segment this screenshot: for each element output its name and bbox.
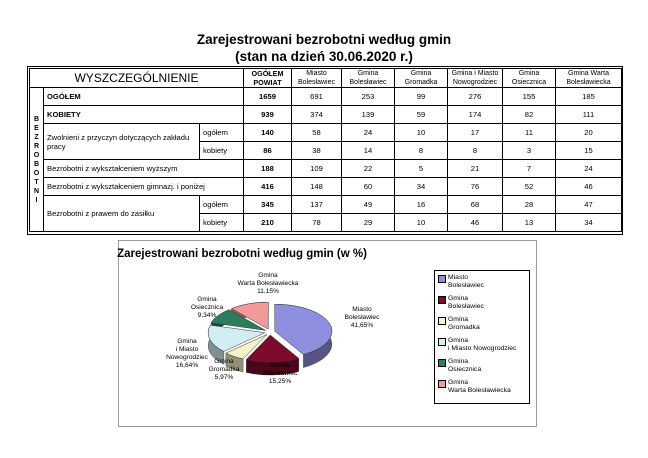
cell-total: 210 (244, 214, 292, 232)
row-label-gimnazjalne: Bezrobotni z wykształceniem gimnazj. i poniżej (44, 178, 244, 196)
cell: 8 (448, 142, 503, 160)
cell: 24 (342, 124, 395, 142)
sub-label: kobiety (200, 214, 244, 232)
table-row (30, 124, 622, 142)
cell: 28 (503, 196, 556, 214)
slice-label: Gmina Osiecznica 9,34% (190, 296, 224, 319)
cell-total: 188 (244, 160, 292, 178)
cell: 34 (556, 214, 622, 232)
chart-legend (434, 270, 530, 404)
cell: 46 (556, 178, 622, 196)
header-column: Gmina Osiecznica (503, 69, 556, 88)
header-column: Gmina Warta Bolesławiecka (556, 69, 622, 88)
cell: 374 (292, 106, 342, 124)
cell: 21 (448, 160, 503, 178)
table-row (30, 196, 622, 214)
header-column: Gmina i Miasto Nowogrodziec (448, 69, 503, 88)
cell: 14 (342, 142, 395, 160)
cell: 59 (395, 106, 448, 124)
unemployment-table (29, 68, 622, 232)
cell: 109 (292, 160, 342, 178)
cell: 7 (503, 160, 556, 178)
legend-item (439, 337, 516, 353)
table-row (30, 178, 622, 196)
cell: 15 (556, 142, 622, 160)
cell: 38 (292, 142, 342, 160)
sub-label: ogółem (200, 124, 244, 142)
cell: 78 (292, 214, 342, 232)
legend-label: Gmina Warta Bolesławiecka (448, 379, 511, 394)
cell: 174 (448, 106, 503, 124)
cell: 47 (556, 196, 622, 214)
cell: 82 (503, 106, 556, 124)
legend-item (439, 274, 484, 290)
cell-total: 416 (244, 178, 292, 196)
cell: 58 (292, 124, 342, 142)
header-wyszczegolnienie: WYSZCZEGÓLNIENIE (30, 69, 244, 88)
header-ogolem-powiat: OGÓŁEM POWIAT (244, 69, 292, 88)
cell: 155 (503, 88, 556, 106)
row-label-wyzsze: Bezrobotni z wykształceniem wyższym (44, 160, 244, 178)
header-column: Gmina Bolesławiec (342, 69, 395, 88)
slice-label: Gmina i Miasto Nowogrodziec 16,64% (166, 338, 208, 369)
cell: 22 (342, 160, 395, 178)
cell: 16 (395, 196, 448, 214)
legend-item (439, 295, 484, 311)
cell-total: 140 (244, 124, 292, 142)
sub-label: ogółem (200, 196, 244, 214)
cell: 46 (448, 214, 503, 232)
slice-label: Gmina Bolesławiec 15,25% (262, 362, 298, 385)
cell-total: 86 (244, 142, 292, 160)
cell: 99 (395, 88, 448, 106)
cell: 3 (503, 142, 556, 160)
legend-item (439, 358, 481, 374)
cell: 52 (503, 178, 556, 196)
row-label-zasilek: Bezrobotni z prawem do zasiłku (44, 196, 200, 232)
cell-total: 1659 (244, 88, 292, 106)
table-header-row (30, 69, 622, 88)
legend-swatch (438, 275, 446, 283)
cell: 10 (395, 214, 448, 232)
header-column: Gmina Gromadka (395, 69, 448, 88)
legend-swatch (438, 380, 446, 388)
cell: 185 (556, 88, 622, 106)
slice-label: Gmina Gromadka 5,97% (208, 358, 240, 381)
row-label-kobiety: KOBIETY (44, 106, 244, 124)
cell: 10 (395, 124, 448, 142)
row-label-zwolnieni: Zwolnieni z przyczyn dotyczących zakładu pracy (44, 124, 200, 160)
cell-total: 345 (244, 196, 292, 214)
cell: 8 (395, 142, 448, 160)
header-column: Miasto Bolesławiec (292, 69, 342, 88)
cell-total: 939 (244, 106, 292, 124)
cell: 276 (448, 88, 503, 106)
legend-label: Gmina Osiecznica (448, 358, 482, 373)
side-label-bezrobotni: B E Z R O B O T N I (30, 88, 44, 232)
cell: 24 (556, 160, 622, 178)
document-subtitle: (stan na dzień 30.06.2020 r.) (235, 49, 413, 64)
table-row (30, 88, 622, 106)
legend-swatch (438, 359, 446, 367)
table-row (30, 106, 622, 124)
legend-label: Gmina Bolesławiec (448, 295, 484, 310)
cell: 17 (448, 124, 503, 142)
legend-label: Gmina Gromadka (448, 316, 480, 331)
table-row (30, 160, 622, 178)
legend-label: Gmina i Miasto Nowogrodziec (448, 337, 517, 352)
document-title: Zarejestrowani bezrobotni według gmin (196, 32, 452, 47)
cell: 68 (448, 196, 503, 214)
chart-title: Zarejestrowani bezrobotni według gmin (w %) (117, 248, 367, 260)
cell: 253 (342, 88, 395, 106)
cell: 20 (556, 124, 622, 142)
cell: 139 (342, 106, 395, 124)
cell: 60 (342, 178, 395, 196)
slice-label: Miasto Bolesławiec 41,65% (344, 306, 380, 329)
cell: 148 (292, 178, 342, 196)
legend-item (439, 379, 511, 395)
slice-label: Gmina Warta Bolesławiecka 11,15% (237, 272, 299, 295)
cell: 29 (342, 214, 395, 232)
cell: 5 (395, 160, 448, 178)
cell: 49 (342, 196, 395, 214)
cell: 13 (503, 214, 556, 232)
legend-swatch (438, 317, 446, 325)
legend-item (439, 316, 480, 332)
cell: 137 (292, 196, 342, 214)
row-label-ogolem: OGÓŁEM (44, 88, 244, 106)
legend-label: Miasto Bolesławiec (448, 274, 484, 289)
legend-swatch (438, 296, 446, 304)
cell: 11 (503, 124, 556, 142)
cell: 34 (395, 178, 448, 196)
cell: 691 (292, 88, 342, 106)
sub-label: kobiety (200, 142, 244, 160)
cell: 76 (448, 178, 503, 196)
cell: 111 (556, 106, 622, 124)
legend-swatch (438, 338, 446, 346)
